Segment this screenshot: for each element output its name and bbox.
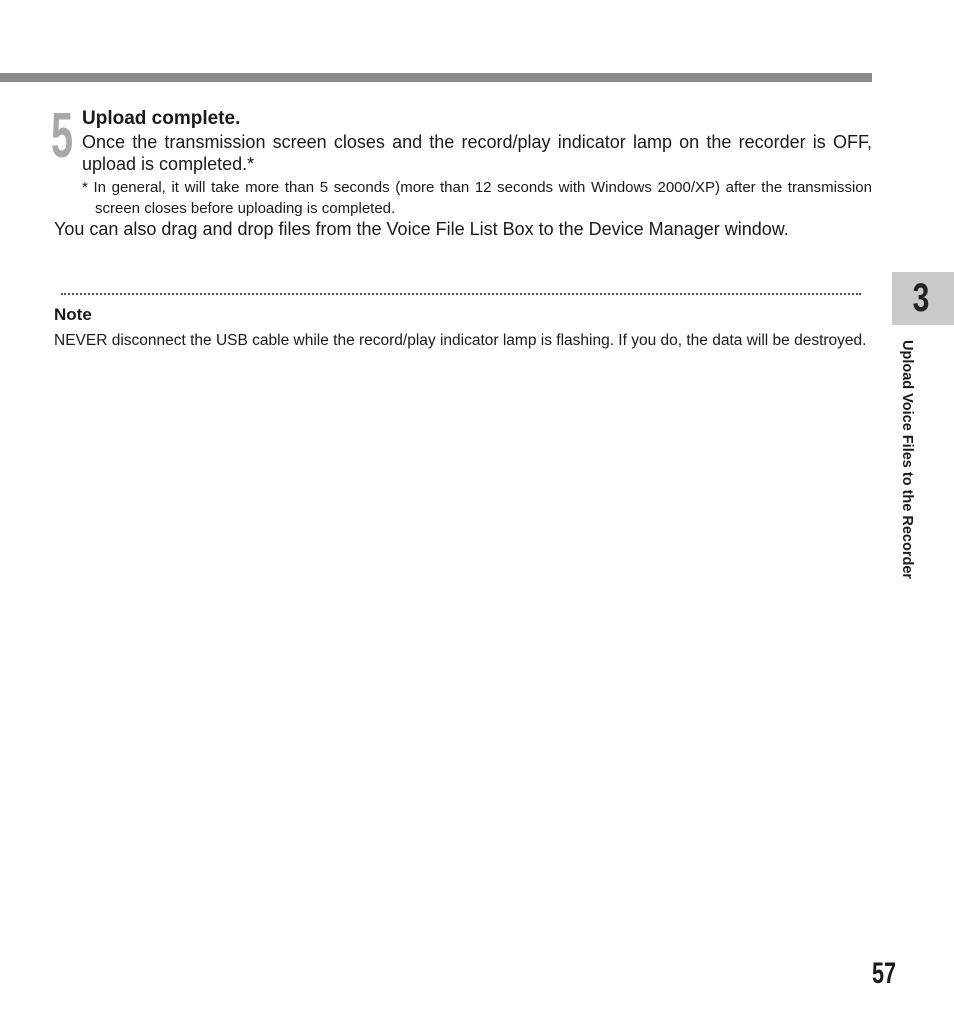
step-title: Upload complete.	[82, 108, 241, 129]
chapter-tab	[892, 272, 954, 325]
drag-drop-paragraph: You can also drag and drop files from the Voice File List Box to the Device Manager window.	[54, 219, 789, 239]
header-rule	[0, 73, 872, 82]
note-heading: Note	[54, 305, 92, 324]
note-divider	[61, 293, 861, 295]
chapter-number: 3	[912, 276, 930, 320]
chapter-side-title: Upload Voice Files to the Recorder	[899, 340, 915, 580]
note-body: NEVER disconnect the USB cable while the record/play indicator lamp is flashing. If you do, the data will be destroyed.	[54, 332, 867, 349]
step-body: Once the transmission screen closes and the record/play indicator lamp on the recorder is OFF, upload is completed.*	[82, 132, 872, 174]
step-number: 5	[51, 99, 74, 171]
page-number: 57	[872, 957, 897, 990]
step-footnote: * In general, it will take more than 5 seconds (more than 12 seconds with Windows 2000/XP) after the transmission screen closes before uploading is completed.	[82, 179, 872, 217]
